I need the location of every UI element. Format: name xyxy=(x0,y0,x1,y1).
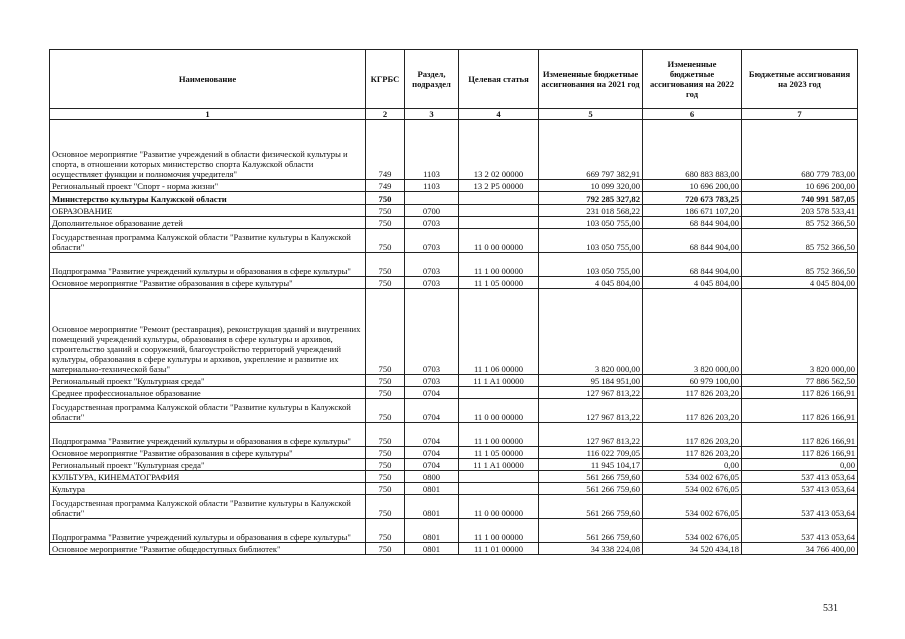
row-amount-2021: 561 266 759,60 xyxy=(539,519,643,543)
row-name: Государственная программа Калужской области "Развитие культуры в Калужской области" xyxy=(50,399,366,423)
row-amount-2023: 85 752 366,50 xyxy=(742,229,858,253)
row-section: 0704 xyxy=(405,387,459,399)
row-amount-2022: 3 820 000,00 xyxy=(643,289,742,375)
row-name: Дополнительное образование детей xyxy=(50,217,366,229)
column-number: 5 xyxy=(539,109,643,120)
row-amount-2022: 68 844 904,00 xyxy=(643,229,742,253)
row-amount-2022: 0,00 xyxy=(643,459,742,471)
row-target xyxy=(459,217,539,229)
row-section: 0704 xyxy=(405,423,459,447)
row-amount-2021: 669 797 382,91 xyxy=(539,120,643,180)
row-section: 0703 xyxy=(405,217,459,229)
row-kgrbs: 750 xyxy=(366,543,405,555)
row-section: 0703 xyxy=(405,375,459,387)
row-amount-2021: 561 266 759,60 xyxy=(539,471,643,483)
row-amount-2023: 0,00 xyxy=(742,459,858,471)
row-target xyxy=(459,471,539,483)
row-amount-2023: 34 766 400,00 xyxy=(742,543,858,555)
row-target: 11 0 00 00000 xyxy=(459,495,539,519)
row-name: Министерство культуры Калужской области xyxy=(50,192,366,205)
row-amount-2022: 117 826 203,20 xyxy=(643,447,742,459)
row-section: 0703 xyxy=(405,277,459,289)
row-amount-2023: 117 826 166,91 xyxy=(742,423,858,447)
row-amount-2022: 720 673 783,25 xyxy=(643,192,742,205)
row-name: Основное мероприятие "Развитие общедоступных библиотек" xyxy=(50,543,366,555)
header-2022: Измененные бюджетные ассигнования на 2022 год xyxy=(643,50,742,109)
row-name: Региональный проект "Спорт - норма жизни" xyxy=(50,180,366,192)
row-amount-2022: 68 844 904,00 xyxy=(643,253,742,277)
row-amount-2022: 68 844 904,00 xyxy=(643,217,742,229)
table-row xyxy=(50,483,858,495)
row-target: 11 1 06 00000 xyxy=(459,289,539,375)
row-kgrbs: 750 xyxy=(366,471,405,483)
row-amount-2021: 116 022 709,05 xyxy=(539,447,643,459)
row-amount-2021: 561 266 759,60 xyxy=(539,495,643,519)
budget-table xyxy=(49,49,858,555)
header-section: Раздел, подраздел xyxy=(405,50,459,109)
row-amount-2022: 680 883 883,00 xyxy=(643,120,742,180)
row-name: Государственная программа Калужской области "Развитие культуры в Калужской области" xyxy=(50,495,366,519)
row-target: 11 0 00 00000 xyxy=(459,399,539,423)
row-section: 1103 xyxy=(405,120,459,180)
row-kgrbs: 750 xyxy=(366,375,405,387)
table-row xyxy=(50,289,858,375)
row-target: 11 1 01 00000 xyxy=(459,543,539,555)
row-amount-2023: 203 578 533,41 xyxy=(742,205,858,217)
row-amount-2023: 77 886 562,50 xyxy=(742,375,858,387)
row-amount-2022: 534 002 676,05 xyxy=(643,495,742,519)
row-amount-2023: 117 826 166,91 xyxy=(742,387,858,399)
row-amount-2023: 117 826 166,91 xyxy=(742,447,858,459)
row-kgrbs: 750 xyxy=(366,447,405,459)
table-row xyxy=(50,253,858,277)
row-name: Основное мероприятие "Ремонт (реставрация), реконструкция зданий и внутренних помещений учреждений культуры, образования в сфере культуры и архивов, строительство зданий и сооружений, благоустройство территорий учреждений культуры, образования в сфере культуры и архивов, укрепление и развитие их материально-технической базы" xyxy=(50,289,366,375)
table-row xyxy=(50,205,858,217)
row-name: Региональный проект "Культурная среда" xyxy=(50,459,366,471)
table-row xyxy=(50,459,858,471)
row-name: Подпрограмма "Развитие учреждений культуры и образования в сфере культуры" xyxy=(50,519,366,543)
row-section: 0704 xyxy=(405,399,459,423)
row-amount-2021: 561 266 759,60 xyxy=(539,483,643,495)
row-kgrbs: 749 xyxy=(366,120,405,180)
row-amount-2021: 103 050 755,00 xyxy=(539,253,643,277)
row-amount-2022: 117 826 203,20 xyxy=(643,399,742,423)
row-amount-2022: 4 045 804,00 xyxy=(643,277,742,289)
table-row xyxy=(50,399,858,423)
row-name: Культура xyxy=(50,483,366,495)
row-target: 13 2 02 00000 xyxy=(459,120,539,180)
row-target: 11 1 05 00000 xyxy=(459,277,539,289)
row-amount-2022: 60 979 100,00 xyxy=(643,375,742,387)
row-amount-2022: 117 826 203,20 xyxy=(643,387,742,399)
row-amount-2021: 792 285 327,82 xyxy=(539,192,643,205)
row-amount-2023: 680 779 783,00 xyxy=(742,120,858,180)
row-kgrbs: 750 xyxy=(366,217,405,229)
table-row xyxy=(50,217,858,229)
table-row xyxy=(50,120,858,180)
row-amount-2021: 127 967 813,22 xyxy=(539,423,643,447)
row-name: Основное мероприятие "Развитие образования в сфере культуры" xyxy=(50,277,366,289)
row-name: Региональный проект "Культурная среда" xyxy=(50,375,366,387)
column-number: 4 xyxy=(459,109,539,120)
row-target: 11 1 05 00000 xyxy=(459,447,539,459)
row-amount-2021: 95 184 951,00 xyxy=(539,375,643,387)
row-target: 11 1 00 00000 xyxy=(459,519,539,543)
row-kgrbs: 750 xyxy=(366,205,405,217)
header-row xyxy=(50,50,858,109)
row-kgrbs: 750 xyxy=(366,423,405,447)
row-section: 0800 xyxy=(405,471,459,483)
table-row xyxy=(50,277,858,289)
row-kgrbs: 750 xyxy=(366,483,405,495)
table-row xyxy=(50,471,858,483)
row-target xyxy=(459,387,539,399)
row-amount-2023: 10 696 200,00 xyxy=(742,180,858,192)
row-section xyxy=(405,192,459,205)
row-kgrbs: 750 xyxy=(366,229,405,253)
column-number: 3 xyxy=(405,109,459,120)
row-kgrbs: 750 xyxy=(366,387,405,399)
header-2021: Измененные бюджетные ассигнования на 2021 год xyxy=(539,50,643,109)
row-amount-2023: 740 991 587,05 xyxy=(742,192,858,205)
table-row xyxy=(50,387,858,399)
row-amount-2022: 117 826 203,20 xyxy=(643,423,742,447)
row-kgrbs: 750 xyxy=(366,277,405,289)
row-target xyxy=(459,483,539,495)
row-target: 11 1 A1 00000 xyxy=(459,459,539,471)
row-amount-2023: 85 752 366,50 xyxy=(742,217,858,229)
row-amount-2022: 10 696 200,00 xyxy=(643,180,742,192)
column-number: 7 xyxy=(742,109,858,120)
row-amount-2023: 537 413 053,64 xyxy=(742,519,858,543)
row-target: 11 1 00 00000 xyxy=(459,253,539,277)
row-kgrbs: 750 xyxy=(366,289,405,375)
row-section: 0703 xyxy=(405,289,459,375)
row-target: 11 0 00 00000 xyxy=(459,229,539,253)
row-amount-2021: 3 820 000,00 xyxy=(539,289,643,375)
row-kgrbs: 750 xyxy=(366,192,405,205)
row-amount-2021: 127 967 813,22 xyxy=(539,399,643,423)
table-row xyxy=(50,543,858,555)
header-2023: Бюджетные ассигнования на 2023 год xyxy=(742,50,858,109)
row-amount-2023: 4 045 804,00 xyxy=(742,277,858,289)
row-name: Подпрограмма "Развитие учреждений культуры и образования в сфере культуры" xyxy=(50,253,366,277)
row-name: Государственная программа Калужской области "Развитие культуры в Калужской области" xyxy=(50,229,366,253)
row-kgrbs: 750 xyxy=(366,519,405,543)
column-number: 2 xyxy=(366,109,405,120)
row-amount-2023: 3 820 000,00 xyxy=(742,289,858,375)
row-amount-2023: 85 752 366,50 xyxy=(742,253,858,277)
row-name: Среднее профессиональное образование xyxy=(50,387,366,399)
row-section: 0703 xyxy=(405,229,459,253)
row-name: Основное мероприятие "Развитие учреждений в области физической культуры и спорта, в отношении которых министерство спорта Калужской области осуществляет функции и полномочия учредителя" xyxy=(50,120,366,180)
row-kgrbs: 750 xyxy=(366,495,405,519)
row-amount-2022: 34 520 434,18 xyxy=(643,543,742,555)
row-amount-2023: 537 413 053,64 xyxy=(742,495,858,519)
row-target: 11 1 00 00000 xyxy=(459,423,539,447)
row-target xyxy=(459,205,539,217)
table-row xyxy=(50,495,858,519)
row-name: КУЛЬТУРА, КИНЕМАТОГРАФИЯ xyxy=(50,471,366,483)
row-target: 11 1 A1 00000 xyxy=(459,375,539,387)
table-row xyxy=(50,192,858,205)
row-amount-2021: 231 018 568,22 xyxy=(539,205,643,217)
table-row xyxy=(50,447,858,459)
row-section: 0700 xyxy=(405,205,459,217)
row-section: 0703 xyxy=(405,253,459,277)
row-amount-2023: 537 413 053,64 xyxy=(742,471,858,483)
row-section: 0704 xyxy=(405,447,459,459)
row-amount-2022: 534 002 676,05 xyxy=(643,483,742,495)
row-target xyxy=(459,192,539,205)
row-section: 0801 xyxy=(405,483,459,495)
row-amount-2021: 34 338 224,08 xyxy=(539,543,643,555)
row-kgrbs: 750 xyxy=(366,399,405,423)
row-kgrbs: 750 xyxy=(366,253,405,277)
row-amount-2023: 117 826 166,91 xyxy=(742,399,858,423)
row-target: 13 2 P5 00000 xyxy=(459,180,539,192)
row-amount-2022: 534 002 676,05 xyxy=(643,519,742,543)
row-section: 0801 xyxy=(405,519,459,543)
row-amount-2021: 11 945 104,17 xyxy=(539,459,643,471)
row-kgrbs: 749 xyxy=(366,180,405,192)
row-amount-2021: 4 045 804,00 xyxy=(539,277,643,289)
row-kgrbs: 750 xyxy=(366,459,405,471)
column-number: 6 xyxy=(643,109,742,120)
row-name: Основное мероприятие "Развитие образования в сфере культуры" xyxy=(50,447,366,459)
column-number: 1 xyxy=(50,109,366,120)
table-row xyxy=(50,375,858,387)
row-section: 0704 xyxy=(405,459,459,471)
row-amount-2022: 534 002 676,05 xyxy=(643,471,742,483)
column-number-row xyxy=(50,109,858,120)
table-body xyxy=(50,120,858,555)
table-row xyxy=(50,423,858,447)
row-section: 1103 xyxy=(405,180,459,192)
header-kgrbs: КГРБС xyxy=(366,50,405,109)
row-name: ОБРАЗОВАНИЕ xyxy=(50,205,366,217)
row-name: Подпрограмма "Развитие учреждений культуры и образования в сфере культуры" xyxy=(50,423,366,447)
table-row xyxy=(50,180,858,192)
page-number: 531 xyxy=(823,603,838,614)
table-row xyxy=(50,519,858,543)
row-amount-2021: 127 967 813,22 xyxy=(539,387,643,399)
header-target: Целевая статья xyxy=(459,50,539,109)
row-amount-2021: 10 099 320,00 xyxy=(539,180,643,192)
row-amount-2023: 537 413 053,64 xyxy=(742,483,858,495)
header-name: Наименование xyxy=(50,50,366,109)
row-section: 0801 xyxy=(405,543,459,555)
row-section: 0801 xyxy=(405,495,459,519)
row-amount-2022: 186 671 107,20 xyxy=(643,205,742,217)
table-row xyxy=(50,229,858,253)
row-amount-2021: 103 050 755,00 xyxy=(539,217,643,229)
row-amount-2021: 103 050 755,00 xyxy=(539,229,643,253)
